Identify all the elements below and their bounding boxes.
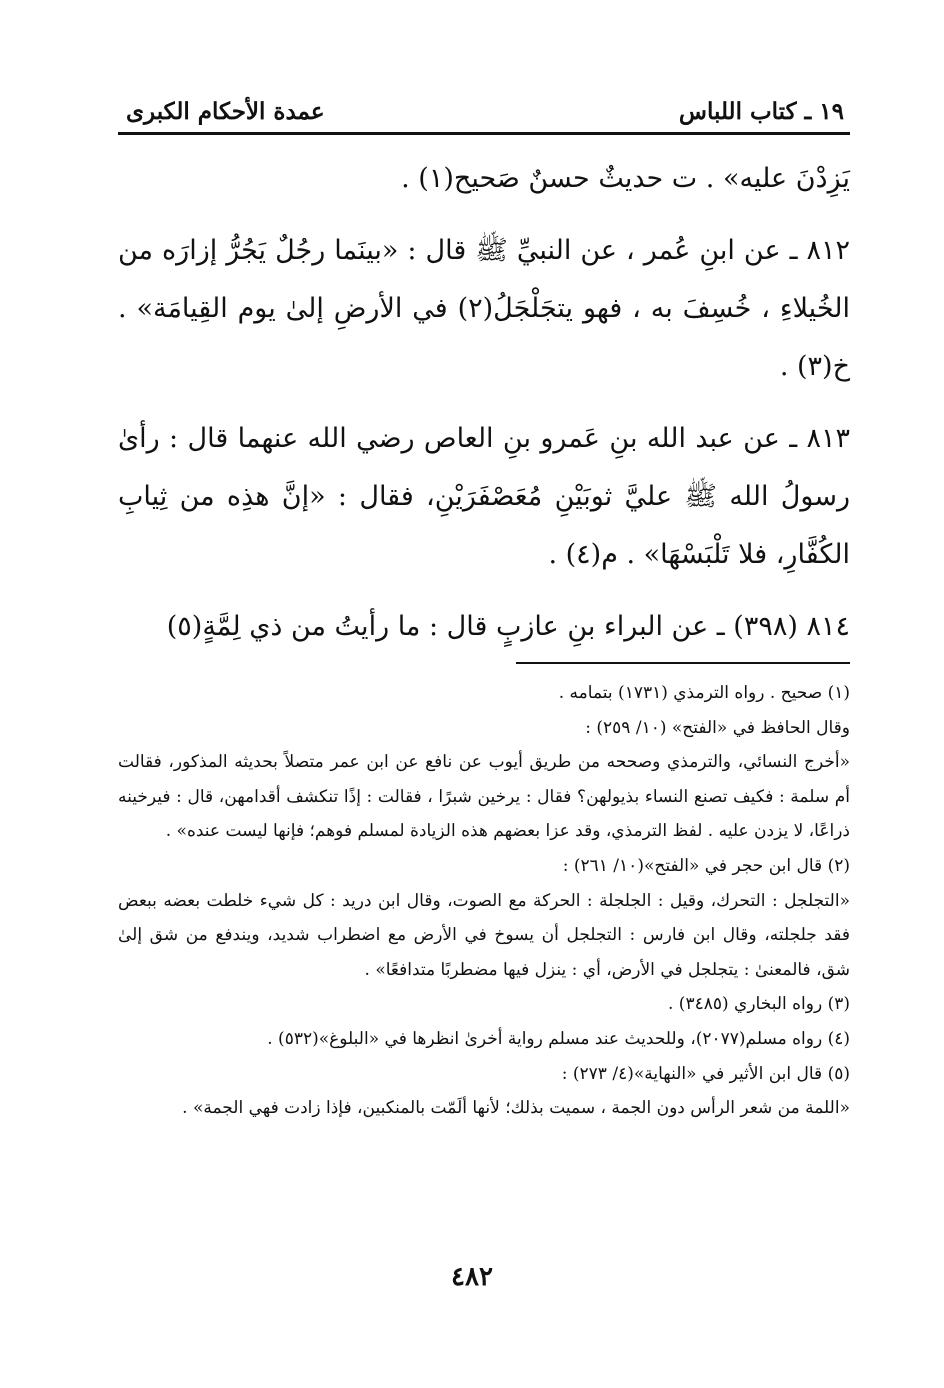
footnote-1-quote: «أخرج النسائي، والترمذي وصححه من طريق أيوب عن نافع عن ابن عمر متصلاً بحديثه المذكور، فقالت أم سلمة : فكيف تصنع النساء بذيولهن؟ فقال : يرخين شبرًا ، فقالت : إذًا تنكشف أقدامهن، قال : فيرخينه ذراعًا، لا يزدن عليه . لفظ الترمذي، وقد عزا بعضهم هذه الزيادة لمسلم فوهم؛ فإنها ليست عنده» . [118, 752, 850, 842]
hadith-812: ٨١٢ ـ عن ابنِ عُمر ، عن النبيِّ ﷺ قال : «بينَما رجُلٌ يَجُرُّ إزارَه من الخُيلاءِ ، خُسِفَ به ، فهو يتجَلْجَلُ(٢) في الأرضِ إلىٰ يوم القِيامَة» . خ(٣) . [118, 235, 850, 382]
chapter-heading: ١٩ ـ كتاب اللباس [678, 98, 844, 125]
footnote-4: (٤) رواه مسلم(٢٠٧٧)، وللحديث عند مسلم رواية أخرىٰ انظرها في «البلوغ»(٥٣٢) . [267, 1028, 850, 1049]
paragraph-continuation: يَزِدْنَ عليه» . ت حديثٌ حسنٌ صَحيح(١) . [401, 163, 850, 194]
page-number: ٤٨٢ [451, 1262, 493, 1292]
footnote-1-continuation: وقال الحافظ في «الفتح» (١٠/ ٢٥٩) : [585, 717, 850, 738]
footnote-5: (٥) قال ابن الأثير في «النهاية»(٤/ ٢٧٣) : [561, 1063, 850, 1084]
footnote-2-quote: «التجلجل : التحرك، وقيل : الجلجلة : الحركة مع الصوت، وقال ابن دريد : كل شيء خلطت بعضه ببعض فقد جلجلته، وقال ابن فارس : التجلجل أن يسوخ في الأرض مع اضطراب شديد، ويندفع من شق إلىٰ شق، فالمعنىٰ : يتجلجل في الأرض، أي : ينزل فيها مضطربًا متدافعًا» . [118, 890, 850, 980]
footnote-3: (٣) رواه البخاري (٣٤٨٥) . [668, 994, 850, 1015]
hadith-814: ٨١٤ (٣٩٨) ـ عن البراء بنِ عازبٍ قال : ما رأيتُ من ذي لِمَّةٍ(٥) [166, 611, 850, 642]
footnote-separator [516, 662, 850, 664]
footnote-1: (١) صحيح . رواه الترمذي (١٧٣١) بتمامه . [558, 683, 850, 703]
header-rule [118, 132, 850, 135]
main-text [118, 150, 850, 656]
footnotes [118, 676, 850, 1126]
footnote-5-quote: «اللمة من شعر الرأس دون الجمة ، سميت بذلك؛ لأنها ألَمّت بالمنكبين، فإذا زادت فهي الجمة» . [182, 1098, 850, 1119]
running-header [118, 96, 850, 136]
book-title: عمدة الأحكام الكبرى [126, 98, 325, 125]
hadith-813: ٨١٣ ـ عن عبد الله بنِ عَمرو بنِ العاص رضي الله عنهما قال : رأىٰ رسولُ الله ﷺ عليَّ ثوبَيْنِ مُعَصْفَرَيْنِ، فقال : «إنَّ هذِه من ثِيابِ الكُفَّارِ، فلا تَلْبَسْهَا» . م(٤) . [118, 423, 850, 570]
footnote-2: (٢) قال ابن حجر في «الفتح»(١٠/ ٢٦١) : [562, 855, 850, 876]
